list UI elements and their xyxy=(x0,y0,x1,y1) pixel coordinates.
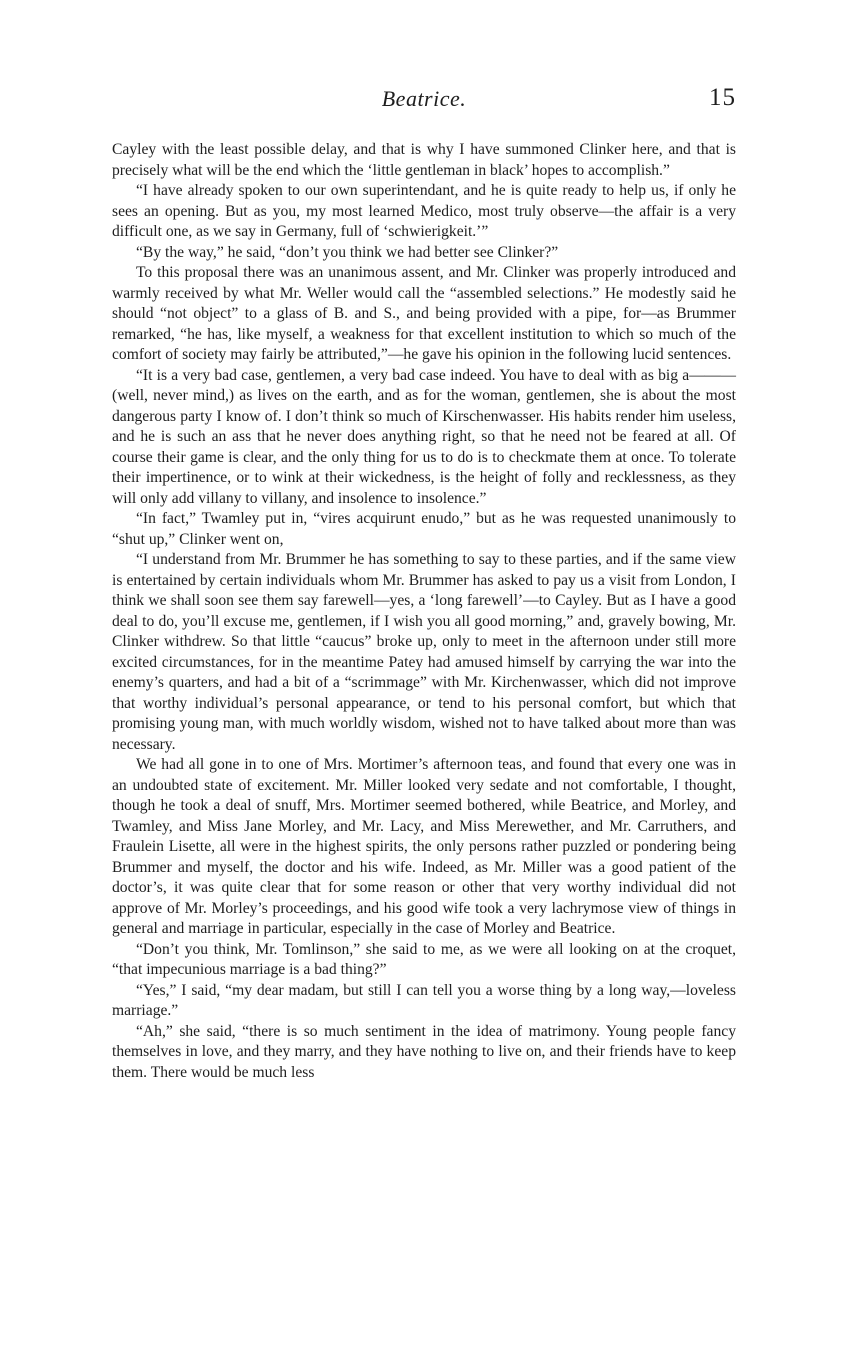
running-head xyxy=(112,82,736,116)
paragraph-8: We had all gone in to one of Mrs. Mortimer’s afternoon teas, and found that every one was in an undoubted state of excitement. Mr. Miller looked very sedate and not comfortable, I thought, though he took a deal of snuff, Mrs. Mortimer seemed bothered, while Beatrice, and Morley, and Twamley, and Miss Jane Morley, and Mr. Lacy, and Miss Merewether, and Mr. Carruthers, and Fraulein Lisette, all were in the highest spirits, the only persons rather puzzled or pondering being Brummer and myself, the doctor and his wife. Indeed, as Mr. Miller was a good patient of the doctor’s, it was quite clear that for some reason or other that very worthy individual did not approve of Mr. Morley’s proceedings, and his good wife took a very lachrymose view of things in general and marriage in particular, especially in the case of Morley and Beatrice. xyxy=(112,756,736,937)
paragraph-7: “I understand from Mr. Brummer he has something to say to these parties, and if the same view is entertained by certain individuals whom Mr. Brummer has asked to pay us a visit from London, I think we shall soon see them say farewell—yes, a ‘long farewell’—to Cayley. But as I have a good deal to do, you’ll excuse me, gentlemen, if I wish you all good morning,” and, gravely bowing, Mr. Clinker withdrew. So that little “caucus” broke up, only to meet in the afternoon under still more excited circumstances, for in the meantime Patey had amused himself by carrying the war into the enemy’s quarters, and had a bit of a “scrimmage” with Mr. Kirchenwasser, which did not improve that worthy individual’s personal appearance, or tend to his personal comfort, but which that promising young man, with much worldly wisdom, wished not to have talked about more than was necessary. xyxy=(112,551,736,753)
paragraph-1: Cayley with the least possible delay, and that is why I have summoned Clinker here, and that is precisely what will be the end which the ‘little gentleman in black’ hopes to accomplish.” xyxy=(112,141,736,179)
paragraph-11: “Ah,” she said, “there is so much sentiment in the idea of matrimony. Young people fancy themselves in love, and they marry, and they have nothing to live on, and their friends have to keep them. There would be much less xyxy=(112,1022,736,1081)
paragraph-10: “Yes,” I said, “my dear madam, but still I can tell you a worse thing by a long way,—loveless marriage.” xyxy=(112,981,736,1019)
paragraph-2: “I have already spoken to our own superintendant, and he is quite ready to help us, if only he sees an opening. But as you, my most learned Medico, most truly observe—the affair is a very difficult one, as we say in Germany, full of ‘schwierigkeit.’” xyxy=(112,182,736,240)
page-number: 15 xyxy=(709,84,736,111)
paragraph-3: “By the way,” he said, “don’t you think we had better see Clinker?” xyxy=(136,243,559,261)
running-title: Beatrice. xyxy=(381,86,467,111)
paragraph-6: “In fact,” Twamley put in, “vires acquirunt enudo,” but as he was requested unanimously to “shut up,” Clinker went on, xyxy=(112,510,736,548)
body-text xyxy=(112,140,736,1083)
paragraph-5: “It is a very bad case, gentlemen, a very bad case indeed. You have to deal with as big a———(well, never mind,) as lives on the earth, and as for the woman, gentlemen, she is about the most dangerous party I know of. I don’t think so much of Kirschenwasser. His habits render him useless, and he is such an ass that he never does anything right, so that he need not be feared at all. Of course their game is clear, and the only thing for us to do is to checkmate them at once. To tolerate their impertinence, or to wink at their wickedness, is the height of folly and recklessness, as they will only add villany to villany, and insolence to insolence.” xyxy=(112,366,736,507)
paragraph-4: To this proposal there was an unanimous assent, and Mr. Clinker was properly introduced and warmly received by what Mr. Weller would call the “assembled selections.” He modestly said he should “not object” to a glass of B. and S., and being provided with a pipe, for—as Brummer remarked, “he has, like myself, a weakness for that excellent institution to which so much of the comfort of society may fairly be attributed,”—he gave his opinion in the following lucid sentences. xyxy=(112,264,736,363)
paragraph-9: “Don’t you think, Mr. Tomlinson,” she said to me, as we were all looking on at the croquet, “that impecunious marriage is a bad thing?” xyxy=(112,940,736,978)
